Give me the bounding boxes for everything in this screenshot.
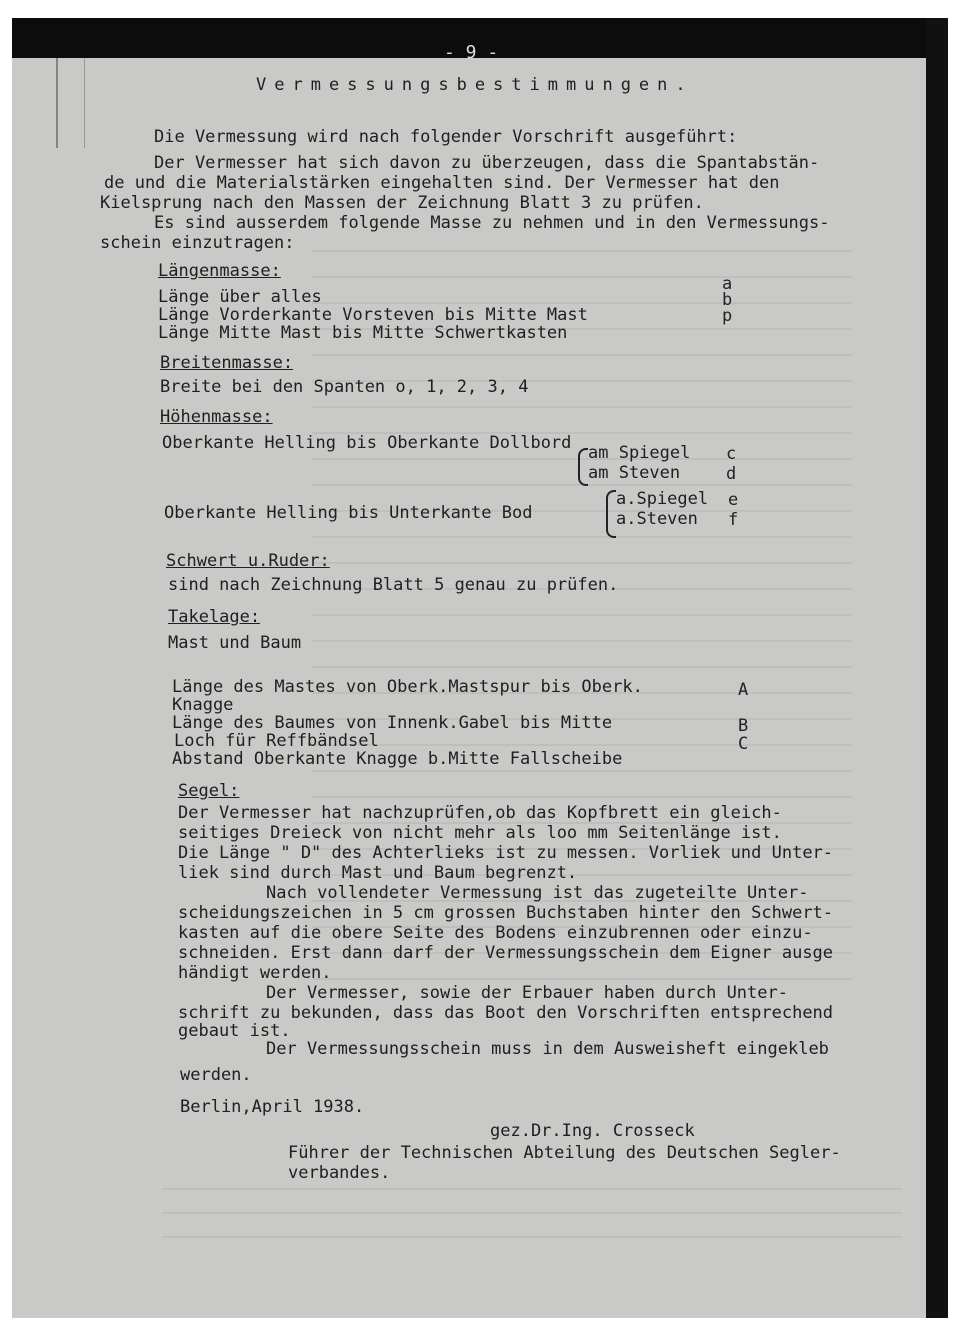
schwert-line: sind nach Zeichnung Blatt 5 genau zu prüfen. — [168, 575, 619, 595]
segel-line: scheidungszeichen in 5 cm grossen Buchstaben hinter den Schwert- — [178, 903, 834, 923]
bleed-through-bottom — [162, 1168, 902, 1258]
segel-line: Nach vollendeter Vermessung ist das zugeteilte Unter- — [266, 883, 809, 903]
bracket — [606, 490, 616, 538]
measure-mark: B — [738, 716, 749, 736]
hoehen-line: Oberkante Helling bis Oberkante Dollbord — [162, 433, 572, 453]
section-heading-schwert: Schwert u.Ruder: — [166, 551, 330, 571]
segel-line: Der Vermesser hat nachzuprüfen,ob das Kopfbrett ein gleich- — [178, 803, 782, 823]
takelage-sub: Mast und Baum — [168, 633, 302, 653]
takelage-line: Abstand Oberkante Knagge b.Mitte Fallscheibe — [172, 749, 623, 769]
intro-line: Der Vermesser hat sich davon zu überzeugen, dass die Spantabstän- — [154, 153, 820, 173]
segel-line: Der Vermessungsschein muss in dem Ausweisheft eingekleb — [266, 1039, 829, 1059]
takelage-line: Länge des Baumes von Innenk.Gabel bis Mitte — [172, 713, 613, 733]
role-line: verbandes. — [288, 1163, 391, 1183]
measure-mark: c — [726, 444, 737, 464]
laengen-item: Länge Mitte Mast bis Mitte Schwertkasten — [158, 323, 568, 343]
hoehen-sub: am Spiegel — [588, 443, 691, 463]
segel-line: seitiges Dreieck von nicht mehr als loo mm Seitenlänge ist. — [178, 823, 782, 843]
role-line: Führer der Technischen Abteilung des Deutschen Segler- — [288, 1143, 841, 1163]
section-heading-segel: Segel: — [178, 781, 240, 801]
hoehen-line: Oberkante Helling bis Unterkante Bod — [164, 503, 533, 523]
section-heading-laengen: Längenmasse: — [158, 261, 281, 281]
measure-mark: a — [722, 274, 733, 294]
laengen-item: Länge Vorderkante Vorsteven bis Mitte Mast — [158, 305, 588, 325]
segel-line: schneiden. Erst dann darf der Vermessungsschein dem Eigner ausge — [178, 943, 834, 963]
bracket — [578, 448, 588, 486]
scan-right-band — [926, 18, 948, 1318]
section-heading-breiten: Breitenmasse: — [160, 353, 294, 373]
segel-line: schrift zu bekunden, dass das Boot den Vorschriften entsprechend — [178, 1003, 834, 1023]
measure-mark: d — [726, 464, 737, 484]
segel-line: Der Vermesser, sowie der Erbauer haben durch Unter- — [266, 983, 788, 1003]
hoehen-sub: a.Steven — [616, 509, 698, 529]
takelage-line: Knagge — [172, 695, 234, 715]
segel-line: kasten auf die obere Seite des Bodens einzubrennen oder einzu- — [178, 923, 813, 943]
breiten-line: Breite bei den Spanten o, 1, 2, 3, 4 — [160, 377, 529, 397]
laengen-item: Länge über alles — [158, 287, 322, 307]
measure-mark: A — [738, 680, 749, 700]
document-page — [12, 18, 948, 1318]
segel-line: werden. — [180, 1065, 252, 1085]
segel-line: Die Länge " D" des Achterlieks ist zu messen. Vorliek und Unter- — [178, 843, 834, 863]
intro-line: Es sind ausserdem folgende Masse zu nehmen und in den Vermessungs- — [154, 213, 830, 233]
takelage-line: Loch für Reffbändsel — [174, 731, 379, 751]
hoehen-sub: a.Spiegel — [616, 489, 709, 509]
section-heading-hoehen: Höhenmasse: — [160, 407, 273, 427]
page-number: - 9 - — [444, 42, 499, 63]
measure-mark: f — [728, 510, 739, 530]
intro-line: Die Vermessung wird nach folgender Vorschrift ausgeführt: — [154, 127, 738, 147]
measure-mark: C — [738, 734, 749, 754]
segel-line: händigt werden. — [178, 963, 332, 983]
hoehen-sub: am Steven — [588, 463, 681, 483]
intro-line: Kielsprung nach den Massen der Zeichnung Blatt 3 zu prüfen. — [100, 193, 704, 213]
date-line: Berlin,April 1938. — [180, 1097, 365, 1117]
intro-line: de und die Materialstärken eingehalten sind. Der Vermesser hat den — [104, 173, 780, 193]
document-title: Vermessungsbestimmungen. — [256, 75, 694, 95]
segel-line: liek sind durch Mast und Baum begrenzt. — [178, 863, 578, 883]
intro-line: schein einzutragen: — [100, 233, 295, 253]
section-heading-takelage: Takelage: — [168, 607, 261, 627]
measure-mark: b — [722, 290, 733, 310]
binding-marks — [56, 58, 85, 148]
segel-line: gebaut ist. — [178, 1021, 291, 1041]
signature-line: gez.Dr.Ing. Crosseck — [490, 1121, 695, 1141]
takelage-line: Länge des Mastes von Oberk.Mastspur bis Oberk. — [172, 677, 643, 697]
measure-mark: e — [728, 490, 739, 510]
measure-mark: p — [722, 306, 733, 326]
